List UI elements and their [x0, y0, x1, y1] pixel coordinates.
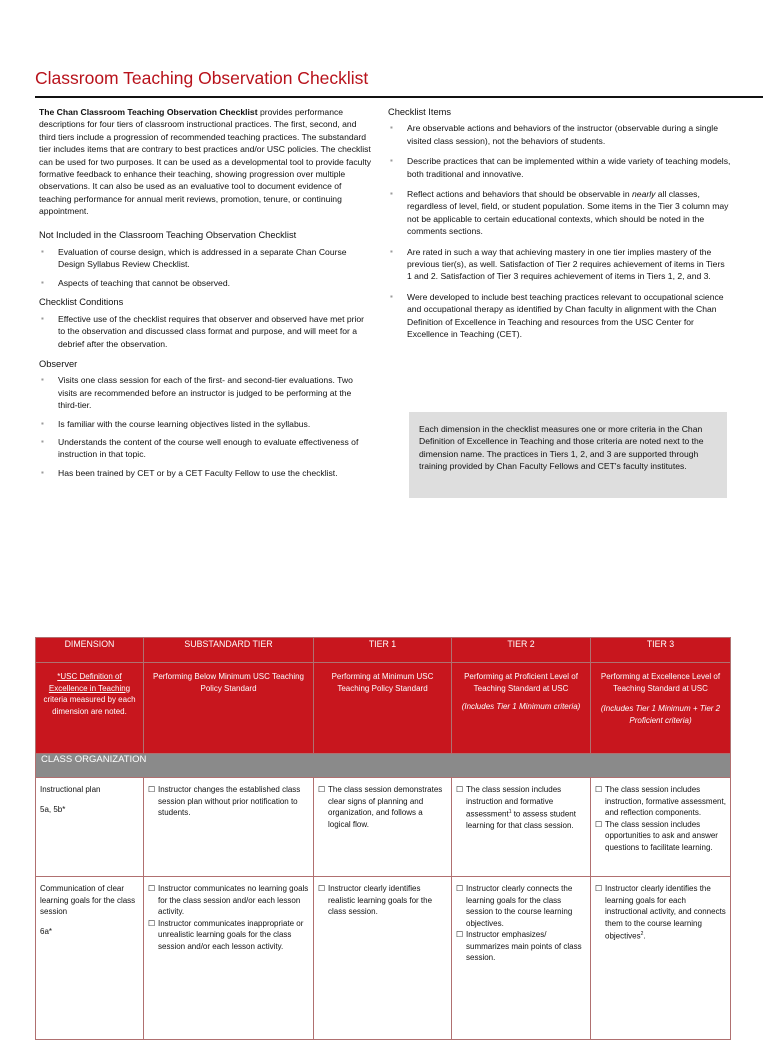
tier1-cell — [314, 877, 452, 1040]
checkbox[interactable]: ☐ — [595, 785, 603, 794]
checkbox[interactable]: ☐ — [456, 785, 464, 794]
item-text: Instructor clearly connects the learning goals for the class session to the course learning objectives. — [466, 884, 573, 928]
item-text: Instructor clearly identifies the learning goals for each instructional activity, and connects them to the course learning objectives — [605, 884, 726, 941]
right-column — [388, 106, 731, 341]
checkbox[interactable]: ☐ — [148, 918, 156, 928]
item-text: Instructor changes the established class session plan without prior notification to students. — [158, 785, 301, 817]
left-column — [39, 106, 372, 479]
subheader-note: (Includes Tier 1 Minimum + Tier 2 Proficient criteria) — [600, 704, 721, 725]
page-title: Classroom Teaching Observation Checklist — [35, 68, 369, 88]
checklist-items-list — [388, 122, 731, 340]
footnote-marker: 1 — [508, 809, 512, 815]
criteria-code: 6a* — [40, 926, 53, 936]
checkbox[interactable]: ☐ — [318, 785, 326, 794]
substandard-cell — [144, 778, 314, 877]
subheader-tier1: Performing at Minimum USC Teaching Policy Standard — [314, 663, 452, 754]
list-item: ▪ Has been trained by CET or by a CET Faculty Fellow to use the checklist. — [39, 467, 372, 479]
checklist-item — [148, 918, 309, 953]
checklist-item — [148, 883, 309, 918]
tier3-cell — [591, 778, 731, 877]
checklist-item — [595, 784, 726, 819]
header-substandard: SUBSTANDARD TIER — [144, 638, 314, 663]
item-text — [466, 784, 586, 832]
intro-bold: The Chan Classroom Teaching Observation Checklist — [39, 107, 258, 117]
category-label: CLASS ORGANIZATION — [36, 754, 731, 778]
list-item: ▪ Describe practices that can be implemented within a wide variety of teaching models, both traditional and innovative. — [388, 155, 731, 180]
usc-definition-link[interactable]: *USC Definition of Excellence in Teaching — [48, 672, 131, 693]
substandard-cell — [144, 877, 314, 1040]
header-tier2: TIER 2 — [452, 638, 591, 663]
intro-text: provides performance descriptions for four tiers of classroom instructional practices. The first, second, and third tiers include a progression of recommended teaching practices. The substandard tier includes items that are contrary to best practices and/or USC policies. The checklist can be used for two purposes. It can be used as a developmental tool to provide faculty formative feedback to enhance their teaching, showing progression over multiple observations. It can also be used as an evaluative tool to document evidence of teaching performance for annual merit reviews, promotion, tenure, or continuing appointment. — [39, 107, 372, 217]
subheader-text: criteria measured by each dimension are noted. — [43, 695, 136, 716]
tier1-cell — [314, 778, 452, 877]
list-item: ▪ Is familiar with the course learning objectives listed in the syllabus. — [39, 418, 372, 430]
checkbox[interactable]: ☐ — [595, 884, 603, 893]
checklist-item — [318, 883, 447, 918]
item-text: . — [643, 931, 646, 941]
header-tier1: TIER 1 — [314, 638, 452, 663]
item-text: Instructor emphasizes/ summarizes main points of class session. — [466, 930, 582, 962]
note-box: Each dimension in the checklist measures one or more criteria in the Chan Definition of Excellence in Teaching and those criteria are noted next to the dimension name. The practices in Tiers 1, 2, and 3 are supported through training provided by Chan Faculty Fellows and CET's faculty institutes. — [409, 412, 727, 498]
list-item: ▪ Aspects of teaching that cannot be observed. — [39, 277, 372, 289]
observer-heading: Observer — [39, 358, 78, 369]
checklist-item — [595, 883, 726, 942]
item-text — [605, 883, 726, 942]
item-text: Instructor clearly identifies realistic learning goals for the class session. — [328, 884, 433, 916]
checkbox[interactable]: ☐ — [456, 884, 464, 893]
list-item: ▪ Are observable actions and behaviors of the instructor (observable during a single visited class session), not the behaviors of students. — [388, 122, 731, 147]
item-text: The class session includes instruction, formative assessment, and reflection components. — [605, 785, 726, 817]
tier3-cell — [591, 877, 731, 1040]
list-item: ▪ Evaluation of course design, which is addressed in a separate Chan Course Design Syllabus Review Checklist. — [39, 246, 372, 271]
list-item — [388, 188, 731, 238]
list-item: ▪ Effective use of the checklist requires that observer and observed have met prior to the observation and discussed class format and purpose, and will meet for a debrief after the observation. — [39, 313, 372, 350]
list-item: ▪ Understands the content of the course well enough to evaluate effectiveness of instruction in that topic. — [39, 436, 372, 461]
dimension-name: Instructional plan — [40, 785, 101, 794]
title-rule — [35, 96, 763, 98]
observer-list — [39, 374, 372, 479]
intro-paragraph — [39, 106, 372, 218]
item-text: Instructor communicates no learning goals for the class session and/or each lesson activity. — [158, 884, 309, 916]
subheader-text: Performing at Excellence Level of Teaching Standard at USC — [600, 672, 721, 693]
item-text: Reflect actions and behaviors that should be observable in — [407, 189, 633, 200]
subheader-text: Performing at Proficient Level of Teaching Standard at USC — [464, 672, 578, 693]
item-text: to assess student learning for that class session. — [466, 809, 576, 831]
checklist-item — [456, 784, 586, 832]
checklist-item — [148, 784, 309, 819]
table-row — [36, 778, 731, 877]
subheader-tier3 — [591, 663, 731, 754]
item-text: The class session demonstrates clear signs of planning and organization, and follows a logical flow. — [328, 785, 443, 829]
checklist-item — [456, 883, 586, 929]
item-text: The class session includes instruction and formative assessment — [466, 785, 562, 819]
footnote-marker: 2 — [640, 931, 644, 937]
checkbox[interactable]: ☐ — [148, 785, 156, 794]
criteria-code: 5a, 5b* — [40, 804, 66, 814]
item-emphasis: nearly — [632, 189, 656, 200]
table-header-row — [36, 638, 731, 663]
subheader-note: (Includes Tier 1 Minimum criteria) — [461, 702, 581, 711]
tier2-cell — [452, 778, 591, 877]
item-text: all classes, regardless of level, field, or student population. Some items in the Tier 3 column may not be applicable to certain educational contexts, which should be noted in the comments sections. — [407, 189, 729, 237]
conditions-heading: Checklist Conditions — [39, 297, 124, 308]
item-text: Instructor communicates inappropriate or unrealistic learning goals for the class session and/or each lesson activity. — [158, 918, 304, 951]
checkbox[interactable]: ☐ — [595, 819, 603, 829]
subheader-dimension — [36, 663, 144, 754]
dimension-cell — [36, 778, 144, 877]
checklist-item — [595, 819, 726, 854]
category-row — [36, 754, 731, 778]
header-dimension: DIMENSION — [36, 638, 144, 663]
item-text: The class session includes opportunities to ask and answer questions to facilitate learning. — [605, 819, 718, 852]
list-item: ▪ Visits one class session for each of the first- and second-tier evaluations. Two visits are recommended before an instructor is judged to be performing at the third-tier. — [39, 374, 372, 411]
checklist-item — [456, 929, 586, 964]
checkbox[interactable]: ☐ — [148, 884, 156, 893]
list-item: ▪ Were developed to include best teaching practices relevant to occupational science and occupational therapy as identified by Chan faculty in alignment with the Chan Definition of Excellence in Teaching and resources from the USC Center for Excellence in Teaching (CET). — [388, 291, 731, 341]
not-included-heading: Not Included in the Classroom Teaching Observation Checklist — [39, 229, 297, 240]
table-subheader-row — [36, 663, 731, 754]
tier2-cell — [452, 877, 591, 1040]
not-included-list — [39, 246, 372, 289]
observation-table — [35, 637, 731, 1040]
checkbox[interactable]: ☐ — [318, 884, 326, 893]
dimension-name: Communication of clear learning goals for the class session — [40, 884, 136, 916]
checklist-items-heading: Checklist Items — [388, 107, 452, 117]
header-tier3: TIER 3 — [591, 638, 731, 663]
subheader-substandard: Performing Below Minimum USC Teaching Policy Standard — [144, 663, 314, 754]
checklist-item — [318, 784, 447, 830]
subheader-tier2 — [452, 663, 591, 754]
table-row — [36, 877, 731, 1040]
list-item: ▪ Are rated in such a way that achieving mastery in one tier implies mastery of the previous tier(s), as well. Satisfaction of Tier 2 requires achievement of items in Tiers 1 and 2. Satisfaction of Tier 3 requires achievement of items in Tiers 1, 2, and 3. — [388, 246, 731, 283]
conditions-list — [39, 313, 372, 350]
dimension-cell — [36, 877, 144, 1040]
checkbox[interactable]: ☐ — [456, 930, 464, 939]
